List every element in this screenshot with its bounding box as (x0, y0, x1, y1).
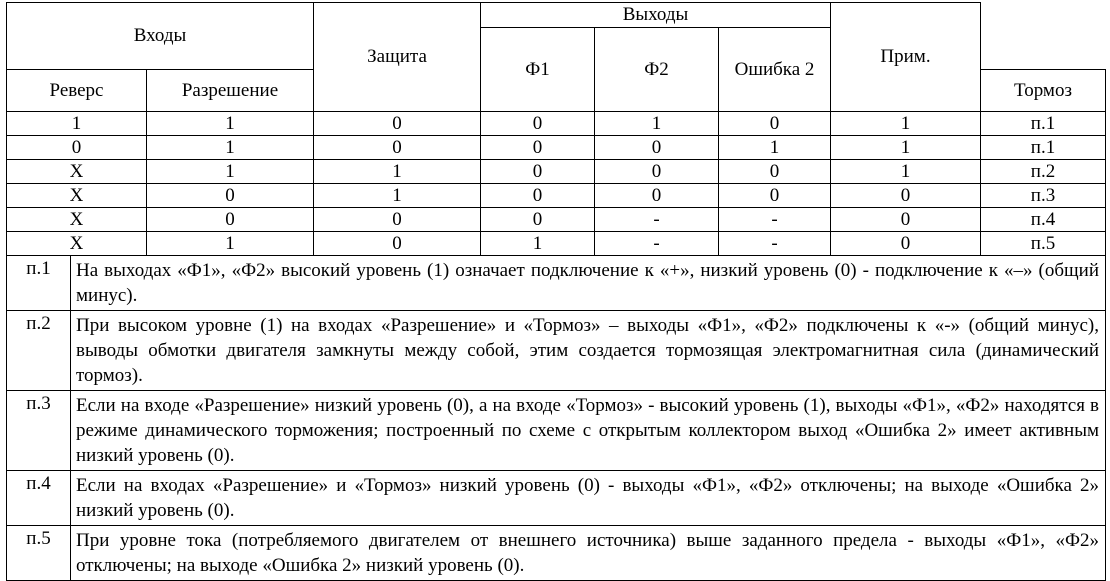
table-row (7, 160, 1106, 184)
brake-cell: 1 (314, 160, 481, 184)
protection-cell: 0 (481, 208, 595, 232)
enable-cell: 1 (147, 160, 314, 184)
table-row (7, 232, 1106, 256)
brake-cell: 0 (314, 208, 481, 232)
brake-cell: 0 (314, 112, 481, 136)
protection-header: Защита (314, 3, 481, 112)
note-key: п.5 (7, 526, 71, 581)
note-row (7, 391, 1106, 471)
table-row (7, 184, 1106, 208)
enable-header: Разрешение (147, 70, 314, 112)
f2-cell: 0 (719, 160, 831, 184)
brake-cell: 0 (314, 136, 481, 160)
protection-cell: 0 (481, 160, 595, 184)
error2-cell: 1 (831, 160, 981, 184)
note-row (7, 256, 1106, 311)
error2-header: Ошибка 2 (719, 28, 831, 112)
f1-cell: 0 (595, 160, 719, 184)
f1-cell: 0 (595, 136, 719, 160)
enable-cell: 0 (147, 184, 314, 208)
note-key: п.1 (7, 256, 71, 311)
note-text: При уровне тока (потребляемого двигателем от внешнего источника) выше заданного предела - выходы «Ф1», «Ф2» отключены; на выходе «Ошибка 2» низкий уровень (0). (71, 526, 1106, 581)
error2-cell: 0 (831, 208, 981, 232)
error2-cell: 0 (831, 184, 981, 208)
f2-cell: 0 (719, 184, 831, 208)
brake-cell: 1 (314, 184, 481, 208)
enable-cell: 0 (147, 208, 314, 232)
f2-cell: - (719, 232, 831, 256)
f2-cell: 1 (719, 136, 831, 160)
note-key: п.2 (7, 311, 71, 391)
note-text: При высоком уровне (1) на входах «Разрешение» и «Тормоз» – выходы «Ф1», «Ф2» подключены к «-» (общий минус), выводы обмотки двигателя замкнуты между собой, этим создается тормозящая электромагнитная сила (динамический тормоз). (71, 311, 1106, 391)
note-text: Если на входах «Разрешение» и «Тормоз» низкий уровень (0) - выходы «Ф1», «Ф2» отключены; на выходе «Ошибка 2» низкий уровень (0). (71, 471, 1106, 526)
note-ref-cell: п.4 (981, 208, 1106, 232)
inputs-header: Входы (7, 3, 314, 70)
note-row (7, 471, 1106, 526)
outputs-header: Выходы (481, 3, 831, 28)
enable-cell: 1 (147, 136, 314, 160)
reverse-cell: X (7, 160, 147, 184)
note-ref-cell: п.1 (981, 112, 1106, 136)
table-row (7, 112, 1106, 136)
note-text: На выходах «Ф1», «Ф2» высокий уровень (1) означает подключение к «+», низкий уровень (0) - подключение к «–» (общий минус). (71, 256, 1106, 311)
protection-cell: 0 (481, 136, 595, 160)
note-key: п.3 (7, 391, 71, 471)
f2-header: Ф2 (595, 28, 719, 112)
reverse-cell: X (7, 208, 147, 232)
reverse-header: Реверс (7, 70, 147, 112)
protection-cell: 1 (481, 232, 595, 256)
protection-cell: 0 (481, 112, 595, 136)
reverse-cell: X (7, 232, 147, 256)
f1-cell: - (595, 232, 719, 256)
error2-cell: 1 (831, 112, 981, 136)
error2-cell: 0 (831, 232, 981, 256)
note-ref-cell: п.2 (981, 160, 1106, 184)
protection-cell: 0 (481, 184, 595, 208)
f2-cell: 0 (719, 112, 831, 136)
note-row (7, 311, 1106, 391)
error2-cell: 1 (831, 136, 981, 160)
note-ref-cell: п.1 (981, 136, 1106, 160)
f2-cell: - (719, 208, 831, 232)
enable-cell: 1 (147, 232, 314, 256)
table-row (7, 136, 1106, 160)
note-key: п.4 (7, 471, 71, 526)
f1-cell: 0 (595, 184, 719, 208)
note-header: Прим. (831, 3, 981, 112)
f1-header: Ф1 (481, 28, 595, 112)
note-text: Если на входе «Разрешение» низкий уровень (0), а на входе «Тормоз» - высокий уровень (1), выходы «Ф1», «Ф2» находятся в режиме динамического торможения; построенный по схеме с открытым коллектором выход «Ошибка 2» имеет активным низкий уровень (0). (71, 391, 1106, 471)
brake-cell: 0 (314, 232, 481, 256)
note-ref-cell: п.3 (981, 184, 1106, 208)
table-row (7, 208, 1106, 232)
enable-cell: 1 (147, 112, 314, 136)
note-ref-cell: п.5 (981, 232, 1106, 256)
reverse-cell: X (7, 184, 147, 208)
f1-cell: - (595, 208, 719, 232)
reverse-cell: 0 (7, 136, 147, 160)
f1-cell: 1 (595, 112, 719, 136)
brake-header: Тормоз (981, 70, 1106, 112)
truth-table (6, 2, 1106, 581)
note-row (7, 526, 1106, 581)
reverse-cell: 1 (7, 112, 147, 136)
